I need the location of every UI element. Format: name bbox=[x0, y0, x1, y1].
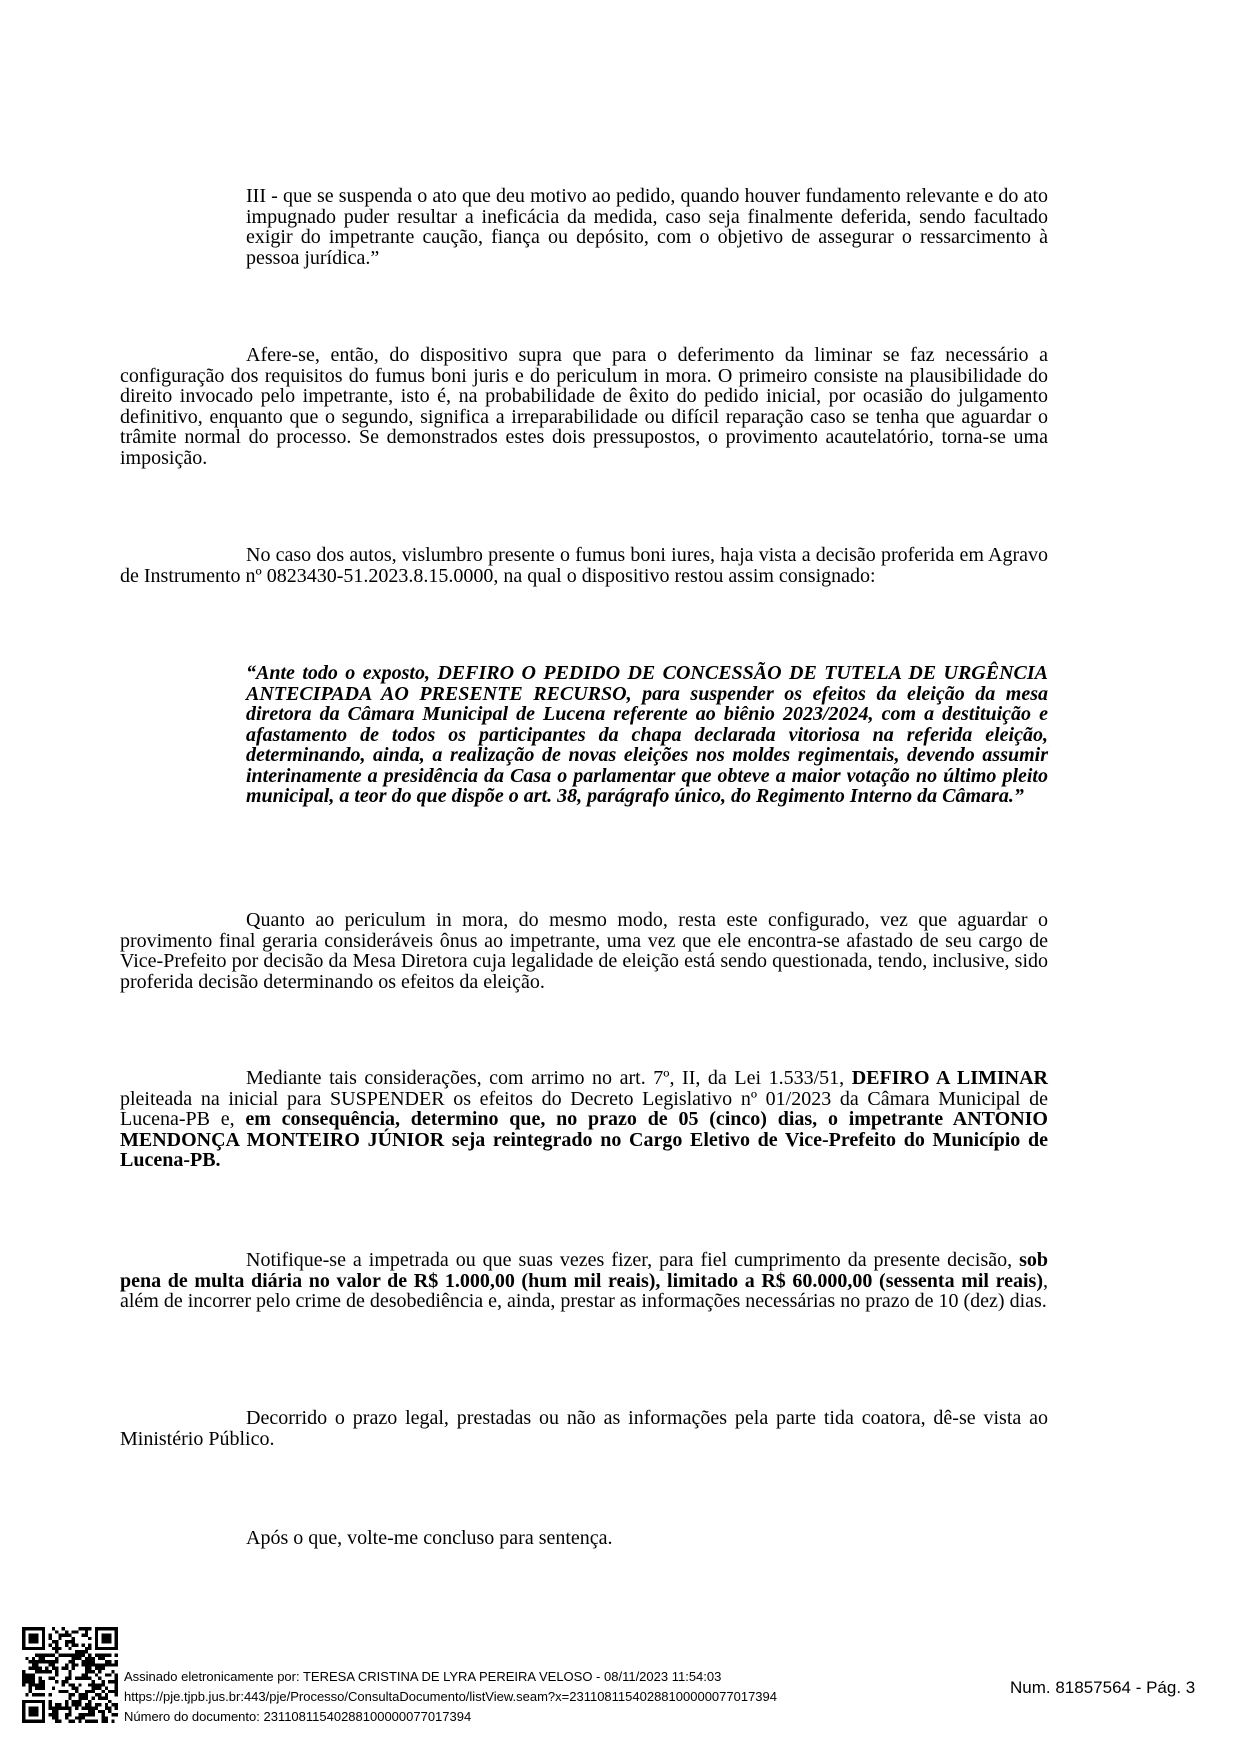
quoted-law-item-iii bbox=[246, 186, 1048, 268]
signed-by-text: Assinado eletronicamente por: TERESA CRISTINA DE LYRA PEREIRA VELOSO - 08/11/2023 11:54:03 bbox=[124, 1669, 722, 1684]
text-run: Após o que, volte-me concluso para sentença. bbox=[246, 1527, 613, 1549]
paragraph-fumus-periculum bbox=[120, 345, 1048, 468]
text-run: , além de incorrer pelo crime de desobediência e, ainda, prestar as informações necessárias no prazo de 10 (dez) dias. bbox=[120, 1269, 1048, 1312]
text-run: Quanto ao periculum in mora, do mesmo modo, resta este configurado, vez que aguardar o provimento final geraria consideráveis ônus ao impetrante, uma vez que ele encontra-se afastado de seu cargo de Vice-Prefeito por decisão da Mesa Diretora cuja legalidade de eleição está sendo questionada, tendo, inclusive, sido proferida decisão determinando os efeitos da eleição. bbox=[120, 909, 1048, 993]
text-run: “Ante todo o exposto, DEFIRO O PEDIDO DE CONCESSÃO DE TUTELA DE URGÊNCIA ANTECIPADA AO PRESENTE RECURSO, para suspender os efeitos da eleição da mesa diretora da Câmara Municipal de Lucena referente ao biênio 2023/2024, com a destituição e afastamento de todos os participantes da chapa declarada vitoriosa na referida eleição, determinando, ainda, a realização de novas eleições nos moldes regimentais, devendo assumir interinamente a presidência da Casa o parlamentar que obteve a maior votação no último pleito municipal, a teor do que dispõe o art. 38, parágrafo único, do Regimento Interno da Câmara.” bbox=[246, 662, 1048, 807]
paragraph-periculum-in-mora bbox=[120, 910, 1048, 992]
text-run: III - que se suspenda o ato que deu motivo ao pedido, quando houver fundamento relevante e do ato impugnado puder resultar a ineficácia da medida, caso seja finalmente deferida, sendo facultado exigir do impetrante caução, fiança ou depósito, com o objetivo de assegurar o ressarcimento à pessoa jurídica.” bbox=[246, 185, 1048, 269]
text-run: Afere-se, então, do dispositivo supra que para o deferimento da liminar se faz necessário a configuração dos requisitos do fumus boni juris e do periculum in mora. O primeiro consiste na plausibilidade do direito invocado pelo impetrante, isto é, na probabilidade de êxito do pedido inicial, por ocasião do julgamento definitivo, enquanto que o segundo, significa a irreparabilidade ou difícil reparação caso se tenha que aguardar o trâmite normal do processo. Se demonstrados estes dois pressupostos, o provimento acautelatório, torna-se uma imposição. bbox=[120, 344, 1048, 469]
qr-code-icon bbox=[22, 1627, 118, 1723]
text-run: pleiteada na inicial para SUSPENDER os efeitos do Decreto Legislativo nº 01/2023 da Câmara Municipal de Lucena-PB e, bbox=[120, 1087, 1048, 1130]
paragraph-fumus-boni-iures bbox=[120, 545, 1048, 586]
text-run: Decorrido o prazo legal, prestadas ou não as informações pela parte tida coatora, dê-se vista ao Ministério Público. bbox=[120, 1407, 1048, 1450]
text-run: No caso dos autos, vislumbro presente o fumus boni iures, haja vista a decisão proferida em Agravo de Instrumento nº 0823430-51.2023.8.15.0000, na qual o dispositivo restou assim consignado: bbox=[120, 544, 1048, 587]
document-url[interactable]: https://pje.tjpb.jus.br:443/pje/Processo/ConsultaDocumento/listView.seam?x=23110811540288100000077017394 bbox=[124, 1689, 777, 1704]
bold-text-run: sob pena de multa diária no valor de R$ 1.000,00 (hum mil reais), limitado a R$ 60.000,00 (sessenta mil reais) bbox=[120, 1249, 1048, 1292]
document-number: Número do documento: 23110811540288100000077017394 bbox=[124, 1709, 472, 1724]
paragraph-ministerio-publico bbox=[120, 1408, 1048, 1449]
text-run: Notifique-se a impetrada ou que suas vezes fizer, para fiel cumprimento da presente decisão, bbox=[246, 1249, 1020, 1271]
paragraph-notification bbox=[120, 1250, 1048, 1312]
page-reference: Num. 81857564 - Pág. 3 bbox=[1010, 1678, 1196, 1697]
signature-footer bbox=[0, 1610, 1240, 1755]
paragraph-decision-liminar bbox=[120, 1068, 1048, 1171]
quoted-decision bbox=[246, 663, 1048, 807]
text-run: Mediante tais considerações, com arrimo no art. 7º, II, da Lei 1.533/51, bbox=[246, 1067, 852, 1089]
bold-text-run: em consequência, determino que, no prazo de 05 (cinco) dias, o impetrante ANTONIO MENDONÇA MONTEIRO JÚNIOR seja reintegrado no Cargo Eletivo de Vice-Prefeito do Município de Lucena-PB. bbox=[120, 1108, 1048, 1171]
bold-text-run: DEFIRO A LIMINAR bbox=[851, 1067, 1048, 1089]
paragraph-conclusion bbox=[120, 1528, 1048, 1549]
